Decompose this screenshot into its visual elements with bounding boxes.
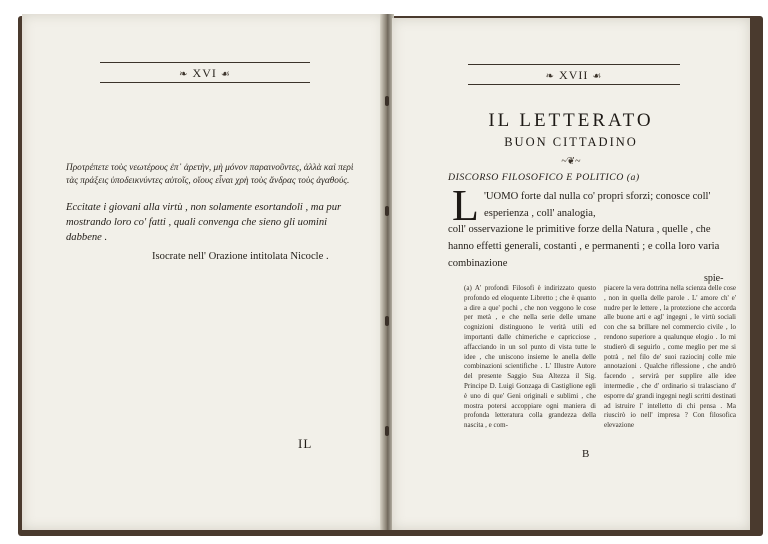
- signature-mark-right: B: [582, 448, 590, 460]
- greek-epigraph: Προτρέπετε τοὺς νεωτέρους ἐπ᾽ ἀρετὴν, μὴ μόνον παραινοῦντες, ἀλλὰ καὶ περὶ τὰς πράξεις ὑποδεικνύντες αὐτοῖς, οἵους εἶναι χρὴ τοὺς ἄνδρας τοὺς ἀγαθούς.: [66, 163, 354, 186]
- italian-epigraph: Eccitate i giovani alla virtù , non solamente esortandoli , ma pur mostrando loro co' fatti , quali convenga che sieno gli uomini dabbene .: [66, 202, 342, 243]
- left-page: [22, 14, 384, 530]
- fleuron-icon: ❧: [179, 69, 189, 80]
- footnote-column-1: (a) A' profondi Filosofi è indirizzato questo profondo ed eloquente Libretto ; che è quanto a dire a que' pochi , che non veggono le cose per metà , e che nella serie delle umane cognizioni distinguono le verità utili ed importanti dalle chimeriche e capricciose , affacciando in un sol punto di vista tutte le idee , che uniscono insieme le anella delle combinazioni scientifiche . L' Illustre Autore del presente Saggio Sua Altezza il Sig. Principe D. Luigi Gonzaga di Castiglione egli è uno di que' Geni originali e sublimi , che mostra potersi accoppiare ogni maniera di profonda letteratura colla grandezza della nascita , e com-: [464, 284, 596, 430]
- fleuron-icon: ☙: [220, 69, 231, 80]
- header-rule-top: [468, 64, 680, 65]
- chapter-subtitle: BUON CITTADINO: [504, 135, 638, 149]
- body-text-opening: 'UOMO forte dal nulla co' propri sforzi; conosce coll' esperienza , coll' analogia,: [484, 191, 711, 219]
- catchword: spie-: [704, 273, 724, 284]
- open-book: [8, 6, 760, 536]
- header-rule-bottom: [468, 84, 680, 85]
- binding-stitch: [385, 96, 389, 106]
- header-rule-top: [100, 62, 310, 63]
- page-number-left: XVI: [192, 66, 217, 80]
- right-page: [392, 18, 750, 530]
- discourse-heading: DISCORSO FILOSOFICO E POLITICO (a): [448, 172, 640, 183]
- footnote-column-2: piacere la vera dottrina nella scienza delle cose , non in quella delle parole . L' amore ch' e' nudre per le lettere , la protezione che accorda alle buone arti e agl' ingegni , le virtù sociali con che sa brillare nel commercio civile , lo rendono superiore a qualunque elogio . Io mi studierò di seguirlo , come meglio per me si potrà , nel filo de' suoi raziocinj colle mie annotazioni . Qualche riflessione , che andrò facendo , servirà per supplire alle idee intermedie , che d' ordinario si tralasciano d' esporre da' grandi ingegni negli scritti destinati ad istruire l' intelletto di chi pensa . Ma riuscirò io nell' impresa ? Con filosofica elevazione: [604, 284, 736, 430]
- chapter-title: IL LETTERATO: [488, 110, 654, 131]
- running-head-right: [468, 68, 680, 83]
- flourish-ornament-icon: ~❦~: [561, 156, 581, 167]
- fleuron-icon: ❧: [545, 71, 556, 82]
- running-head-left: [100, 66, 310, 81]
- drop-cap: L: [452, 181, 479, 230]
- binding-stitch: [385, 316, 389, 326]
- signature-mark-left: IL: [298, 436, 313, 451]
- binding-stitch: [385, 426, 389, 436]
- header-rule-bottom: [100, 82, 310, 83]
- page-number-right: XVII: [559, 68, 589, 82]
- fleuron-icon: ☙: [592, 71, 603, 82]
- binding-stitch: [385, 206, 389, 216]
- body-text: coll' osservazione le primitive forze della Natura , quelle , che hanno effetti generali, costanti , e permanenti ; e colla loro varia combinazione: [448, 224, 720, 269]
- epigraph-attribution: Isocrate nell' Orazione intitolata Nicocle .: [152, 251, 329, 262]
